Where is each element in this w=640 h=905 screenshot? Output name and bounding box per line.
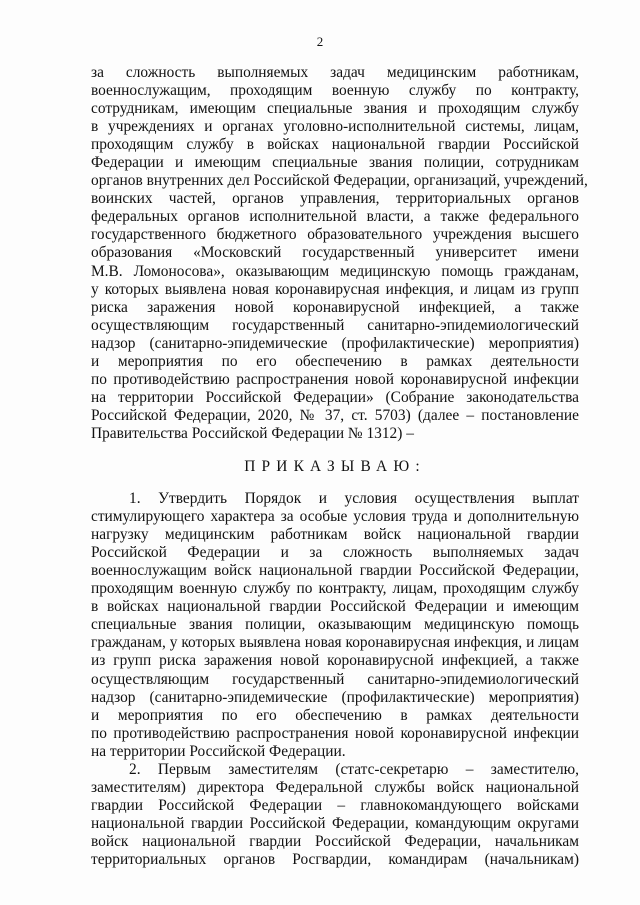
text-line: и мероприятия по его обеспечению в рамках деятельности	[91, 352, 579, 370]
text-line: специальные звания полиции, оказывающим медицинскую помощь	[91, 616, 579, 634]
text-line: национальной гвардии Российской Федерации, командующим округами	[91, 814, 579, 832]
text-line: проходящим военную службу по контракту, лицам, проходящим службу	[91, 580, 579, 598]
text-line: войск национальной гвардии Российской Федерации, начальникам	[91, 832, 579, 850]
text-line: проходящим службу в войсках национальной гвардии Российской	[91, 136, 579, 154]
text-line: органов внутренних дел Российской Федерации, организаций, учреждений,	[91, 172, 588, 190]
text-line: Российской Федерации и за сложность выполняемых задач	[91, 544, 579, 562]
text-line: гвардии Российской Федерации – главнокомандующего войсками	[91, 796, 579, 814]
text-line: 1. Утвердить Порядок и условия осуществления выплат	[129, 490, 579, 508]
text-line: в войсках национальной гвардии Российской Федерации и имеющим	[91, 598, 579, 616]
text-line: заместителям) директора Федеральной службы войск национальной	[91, 778, 579, 796]
text-line: военнослужащим войск национальной гвардии Российской Федерации,	[91, 562, 579, 580]
text-line: образования «Московский государственный университет имени	[91, 244, 579, 262]
text-line: в учреждениях и органах уголовно-исполнительной системы, лицам,	[91, 118, 579, 136]
text-line: по противодействию распространения новой коронавирусной инфекции	[91, 370, 579, 388]
text-line: по противодействию распространения новой коронавирусной инфекции	[91, 724, 579, 742]
text-line: гражданам, у которых выявлена новая коронавирусная инфекция, и лицам	[91, 634, 579, 652]
text-line: за сложность выполняемых задач медицинским работникам,	[91, 64, 579, 81]
text-line: федеральных органов исполнительной власти, а также федерального	[91, 208, 579, 226]
text-line: стимулирующего характера за особые условия труда и дополнительную	[91, 508, 579, 526]
text-line: у которых выявлена новая коронавирусная инфекция, и лицам из групп	[91, 280, 579, 298]
text-line: военнослужащим, проходящим военную службу по контракту,	[91, 82, 579, 100]
text-line: осуществляющим государственный санитарно-эпидемиологический	[91, 316, 579, 334]
paragraph-1	[91, 490, 579, 761]
text-line: государственного бюджетного образовательного учреждения высшего	[91, 226, 579, 244]
document-body	[91, 64, 588, 869]
text-line: территориальных органов Росгвардии, командирам (начальникам)	[91, 850, 579, 868]
text-line: М.В. Ломоносова», оказывающим медицинскую помощь гражданам,	[91, 262, 579, 280]
paragraph-2	[91, 761, 579, 869]
text-line: Российской Федерации, 2020, № 37, ст. 5703) (далее – постановление	[91, 406, 579, 424]
text-line: надзор (санитарно-эпидемические (профилактические) мероприятия)	[91, 688, 579, 706]
text-line: из групп риска заражения новой коронавирусной инфекцией, а также	[91, 652, 579, 670]
paragraph-intro	[91, 64, 588, 443]
text-line: осуществляющим государственный санитарно-эпидемиологический	[91, 670, 579, 688]
text-line: и мероприятия по его обеспечению в рамках деятельности	[91, 706, 579, 724]
text-line: Федерации и имеющим специальные звания полиции, сотрудникам	[91, 154, 579, 172]
text-line: 2. Первым заместителям (статс-секретарю – заместителю,	[129, 760, 579, 778]
text-line: на территории Российской Федерации.	[91, 742, 346, 760]
text-line: на территории Российской Федерации» (Собрание законодательства	[91, 388, 579, 406]
text-line: риска заражения новой коронавирусной инфекцией, а также	[91, 298, 579, 316]
text-line: надзор (санитарно-эпидемические (профилактические) мероприятия)	[91, 334, 579, 352]
text-line: сотрудникам, имеющим специальные звания и проходящим службу	[91, 100, 579, 118]
page-number: 2	[316, 34, 324, 49]
order-heading: ПРИКАЗЫВАЮ:	[244, 457, 426, 475]
text-line: нагрузку медицинским работникам войск национальной гвардии	[91, 526, 579, 544]
text-line: Правительства Российской Федерации № 1312) –	[91, 424, 414, 442]
text-line: воинских частей, органов управления, территориальных органов	[91, 190, 579, 208]
